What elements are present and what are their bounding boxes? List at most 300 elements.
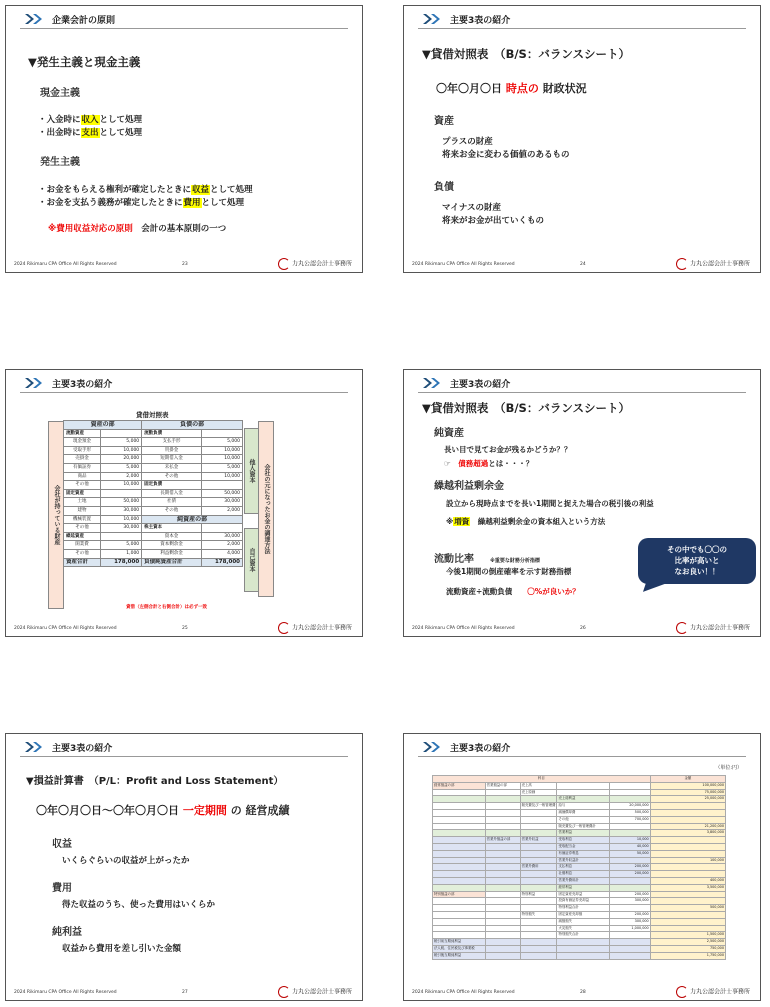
table-row: [433, 871, 726, 878]
amount-cell: [650, 871, 725, 878]
footer-copyright: 2024 Rikimaru CPA Office All Rights Reserved: [412, 626, 515, 631]
assets-line-1: プラスの財産: [442, 137, 493, 147]
liabilities-line-1: マイナスの財産: [442, 203, 501, 213]
slide-header: [20, 12, 348, 29]
item-cell: [433, 884, 486, 891]
amount-cell: [650, 850, 725, 857]
amount-cell: 300,000: [610, 918, 651, 925]
asset-head: 資産の部: [64, 421, 142, 430]
item-cell: [433, 850, 486, 857]
equity-head: 純資産の部: [142, 515, 243, 524]
table-row: [433, 911, 726, 918]
liability-value: 5,000: [201, 463, 242, 472]
liability-item: 利益剰余金: [142, 549, 202, 558]
office-logo: 力丸公認会計士事務所: [676, 622, 750, 634]
amount-cell: 40,000: [610, 843, 651, 850]
table-row: [433, 857, 726, 864]
item-cell: [485, 925, 520, 932]
slide-25: [5, 369, 363, 637]
item-cell: 販売費及び一般管理費: [520, 803, 557, 810]
expense-title: 費用: [52, 883, 72, 894]
item-cell: [557, 945, 610, 952]
amount-cell: 3,500,000: [650, 884, 725, 891]
logo-icon: [278, 622, 290, 634]
item-cell: [557, 939, 610, 946]
total-row: [64, 558, 243, 567]
cash-line-1: ・入金時に収入として処理: [38, 115, 143, 125]
item-cell: [485, 830, 520, 837]
assets-title: 資産: [434, 116, 454, 127]
amount-cell: 1,000,000: [610, 925, 651, 932]
item-cell: 販売費及び一般管理費計: [557, 823, 610, 830]
liability-value: 10,000: [201, 446, 242, 455]
double-chevron-icon: [24, 741, 46, 753]
table-row: [433, 782, 726, 789]
page-number: 25: [182, 626, 188, 631]
timepoint-line: 〇年〇月〇日 時点の 財政状況: [436, 82, 587, 95]
asset-value: 5,000: [101, 463, 142, 472]
asset-total-label: 資産合計: [64, 558, 101, 567]
slide-title: 主要3表の紹介: [52, 744, 113, 754]
amount-cell: [650, 925, 725, 932]
item-cell: 社債利息: [557, 871, 610, 878]
item-cell: [520, 939, 557, 946]
item-cell: [485, 891, 520, 898]
logo-icon: [278, 258, 290, 270]
item-cell: [433, 905, 486, 912]
item-cell: 支払利息: [557, 864, 610, 871]
heading: ▼損益計算書 （P/L：Profit and Loss Statement）: [26, 776, 284, 787]
asset-item: 建物: [64, 506, 101, 515]
table-row: [64, 472, 243, 481]
amount-cell: 500,000: [650, 905, 725, 912]
slide-header: [418, 376, 746, 393]
item-cell: [433, 911, 486, 918]
item-cell: [485, 939, 520, 946]
item-cell: [520, 850, 557, 857]
other-capital-label: 他人資本: [244, 428, 259, 514]
liability-value: 50,000: [201, 489, 242, 498]
table-row: [64, 455, 243, 464]
item-cell: [433, 843, 486, 850]
amount-cell: [650, 898, 725, 905]
slide-26: [403, 369, 761, 637]
liability-item: 社債: [142, 498, 202, 507]
revenue-line: いくらぐらいの収益が上がったか: [62, 856, 190, 866]
double-chevron-icon: [24, 13, 46, 25]
item-cell: 営業外費用: [520, 864, 557, 871]
speech-bubble: その中でも〇〇の 比率が高いと なお良い！！: [638, 538, 756, 584]
item-cell: [520, 898, 557, 905]
item-cell: [485, 789, 520, 796]
liabilities-title: 負債: [434, 182, 454, 193]
footer-copyright: 2024 Rikimaru CPA Office All Rights Reserved: [412, 990, 515, 995]
amount-cell: 300,000: [610, 898, 651, 905]
item-cell: [520, 925, 557, 932]
table-row: [64, 438, 243, 447]
slide-header: [418, 740, 746, 757]
asset-value: 5,000: [101, 438, 142, 447]
item-cell: 経常損益の部: [433, 782, 486, 789]
footer-copyright: 2024 Rikimaru CPA Office All Rights Reserved: [14, 262, 117, 267]
item-cell: 固定資産売却益: [557, 891, 610, 898]
assets-line-2: 将来お金に変わる価値のあるもの: [442, 150, 570, 160]
item-cell: 特別利益: [520, 891, 557, 898]
amount-cell: [610, 789, 651, 796]
amount-cell: [650, 809, 725, 816]
item-cell: [485, 884, 520, 891]
liability-value: [201, 429, 242, 438]
item-cell: [433, 823, 486, 830]
office-logo: 力丸公認会計士事務所: [278, 258, 352, 270]
page-number: 24: [580, 262, 586, 267]
asset-item: 固定資産: [64, 489, 101, 498]
item-cell: [520, 816, 557, 823]
table-row: [433, 830, 726, 837]
double-chevron-icon: [422, 741, 444, 753]
liability-item: 固定負債: [142, 481, 202, 490]
table-row: [433, 905, 726, 912]
table-row: [433, 809, 726, 816]
amount-cell: 200,000: [610, 911, 651, 918]
balance-note: 貸借（左側合計と右側合計）は必ず一致: [126, 605, 207, 610]
heading: ▼貸借対照表 （B/S：バランスシート）: [422, 47, 630, 61]
accrual-line-1: ・お金をもらえる権利が確定したときに収益として処理: [38, 185, 253, 195]
table-row: [433, 864, 726, 871]
table-row: [64, 524, 243, 533]
asset-item: 土地: [64, 498, 101, 507]
item-cell: 売上高: [520, 782, 557, 789]
logo-icon: [278, 986, 290, 998]
item-cell: [485, 898, 520, 905]
amount-cell: [610, 952, 651, 959]
item-cell: [485, 905, 520, 912]
table-row: [433, 837, 726, 844]
item-cell: [433, 803, 486, 810]
table-row: [433, 789, 726, 796]
liability-item: その他: [142, 506, 202, 515]
table-row: [64, 446, 243, 455]
amount-cell: [610, 905, 651, 912]
amount-cell: 1,750,000: [650, 952, 725, 959]
slide-title: 主要3表の紹介: [450, 380, 511, 390]
amount-cell: 100,000,000: [650, 782, 725, 789]
table-title: 貸借対照表: [136, 411, 169, 419]
asset-value: 50,000: [101, 498, 142, 507]
amount-cell: [610, 884, 651, 891]
amount-cell: [610, 830, 651, 837]
item-cell: 売上総利益: [557, 796, 610, 803]
amount-cell: [610, 857, 651, 864]
item-cell: 特別利益合計: [557, 905, 610, 912]
amount-cell: 50,000: [610, 850, 651, 857]
asset-value: 10,000: [101, 446, 142, 455]
net-income-title: 純利益: [52, 927, 82, 938]
item-cell: [485, 864, 520, 871]
footer-copyright: 2024 Rikimaru CPA Office All Rights Reserved: [14, 626, 117, 631]
item-cell: 売上原価: [520, 789, 557, 796]
item-cell: [485, 932, 520, 939]
asset-item: その他: [64, 549, 101, 558]
slide-header: [20, 376, 348, 393]
item-cell: 給与: [557, 803, 610, 810]
funding-side-label: 会社の元になったお金の調達方法: [258, 421, 274, 597]
table-row: [64, 515, 243, 524]
item-cell: [485, 843, 520, 850]
item-cell: [520, 877, 557, 884]
amount-cell: [650, 918, 725, 925]
cr-line-2: 流動資産÷流動負債 〇%が良いか？: [446, 587, 580, 596]
page-number: 23: [182, 262, 188, 267]
liability-item: 株主資本: [142, 524, 202, 533]
slide-27: [5, 733, 363, 1001]
logo-icon: [676, 986, 688, 998]
item-cell: [485, 877, 520, 884]
principle-note: ※費用収益対応の原則 会計の基本原則の一つ: [48, 224, 227, 234]
item-cell: 税引前当期純利益: [433, 939, 486, 946]
table-row: [64, 549, 243, 558]
amount-cell: 750,000: [650, 945, 725, 952]
amount-cell: [650, 864, 725, 871]
item-cell: 営業外損益の部: [485, 837, 520, 844]
asset-value: 30,000: [101, 524, 142, 533]
page-number: 26: [580, 626, 586, 631]
liability-value: 10,000: [201, 455, 242, 464]
asset-item: 売掛金: [64, 455, 101, 464]
asset-value: [101, 489, 142, 498]
liability-total-value: 178,000: [201, 558, 242, 567]
amount-cell: 2,500,000: [650, 939, 725, 946]
item-cell: [485, 871, 520, 878]
slide-title: 主要3表の紹介: [450, 16, 511, 26]
table-row: [433, 850, 726, 857]
logo-icon: [676, 622, 688, 634]
slide-header: [20, 740, 348, 757]
liability-item: 支払手形: [142, 438, 202, 447]
amount-cell: 20,000,000: [610, 803, 651, 810]
table-row: [433, 925, 726, 932]
liability-item: 長期借入金: [142, 489, 202, 498]
item-cell: 特別損益の部: [433, 891, 486, 898]
logo-icon: [676, 258, 688, 270]
item-cell: [520, 945, 557, 952]
liabilities-line-2: 将来がお金が出ていくもの: [442, 216, 545, 226]
asset-item: 受取手形: [64, 446, 101, 455]
asset-item: 商品: [64, 472, 101, 481]
asset-value: 20,000: [101, 455, 142, 464]
amount-cell: [650, 891, 725, 898]
liability-value: [201, 524, 242, 533]
item-cell: 減価償却費: [557, 809, 610, 816]
item-cell: 投資有価証券売却益: [557, 898, 610, 905]
footer-copyright: 2024 Rikimaru CPA Office All Rights Reserved: [412, 262, 515, 267]
current-ratio-title: 流動比率 ※重要な財務分析指標: [434, 554, 540, 565]
asset-item: 機械装置: [64, 515, 101, 524]
item-cell: [485, 803, 520, 810]
item-cell: [485, 823, 520, 830]
cash-title: 現金主義: [40, 88, 80, 99]
amount-cell: 400,000: [650, 877, 725, 884]
table-row: [433, 939, 726, 946]
table-row: [433, 803, 726, 810]
table-row: [433, 918, 726, 925]
amount-cell: 21,200,000: [650, 823, 725, 830]
item-cell: [433, 830, 486, 837]
table-row: [433, 932, 726, 939]
liability-value: 2,000: [201, 506, 242, 515]
asset-value: 1,000: [101, 549, 142, 558]
item-cell: [433, 898, 486, 905]
liability-value: 4,000: [201, 549, 242, 558]
table-row: [64, 429, 243, 438]
liab-head: 負債の部: [142, 421, 243, 430]
item-cell: [433, 837, 486, 844]
table-row: [64, 489, 243, 498]
table-row: [64, 506, 243, 515]
item-cell: 受取配当金: [557, 843, 610, 850]
item-cell: [433, 789, 486, 796]
page-number: 27: [182, 990, 188, 995]
asset-item: 繰延資産: [64, 532, 101, 541]
table-row: [433, 843, 726, 850]
liability-value: 5,000: [201, 438, 242, 447]
item-cell: [433, 918, 486, 925]
liability-value: 30,000: [201, 532, 242, 541]
item-cell: [433, 857, 486, 864]
item-cell: 営業外収益: [520, 837, 557, 844]
item-cell: [485, 945, 520, 952]
amount-cell: [610, 939, 651, 946]
office-logo: 力丸公認会計士事務所: [278, 622, 352, 634]
liability-value: 30,000: [201, 498, 242, 507]
item-cell: 火災損失: [557, 925, 610, 932]
slide-23: [5, 5, 363, 273]
office-logo: 力丸公認会計士事務所: [278, 986, 352, 998]
liability-item: 資本剰余金: [142, 541, 202, 550]
item-cell: [433, 871, 486, 878]
liability-item: 買掛金: [142, 446, 202, 455]
item-cell: 特別損失: [520, 911, 557, 918]
item-cell: [520, 843, 557, 850]
item-cell: [485, 850, 520, 857]
double-chevron-icon: [24, 377, 46, 389]
item-cell: 法人税、住民税及び事業税: [433, 945, 486, 952]
amount-cell: [610, 782, 651, 789]
asset-item: 有価証券: [64, 463, 101, 472]
asset-value: [101, 532, 142, 541]
col-item-header: 科目: [433, 776, 651, 783]
asset-item: 流動資産: [64, 429, 101, 438]
assets-side-label: 会社が持っている財産: [48, 421, 64, 609]
amount-cell: 1,500,000: [650, 932, 725, 939]
accrual-line-2: ・お金を支払う義務が確定したときに費用として処理: [38, 198, 245, 208]
item-cell: 営業利益: [557, 830, 610, 837]
liability-item: その他: [142, 472, 202, 481]
item-cell: 税引後当期純利益: [433, 952, 486, 959]
item-cell: 経常利益: [557, 884, 610, 891]
asset-item: その他: [64, 524, 101, 533]
liability-value: 2,000: [201, 541, 242, 550]
item-cell: [485, 809, 520, 816]
amount-cell: 25,000,000: [650, 796, 725, 803]
net-income-line: 収益から費用を差し引いた金額: [62, 944, 182, 954]
table-row: [433, 796, 726, 803]
amount-cell: 75,000,000: [650, 789, 725, 796]
accrual-title: 発生主義: [40, 157, 80, 168]
amount-cell: [610, 932, 651, 939]
table-row: [433, 898, 726, 905]
office-logo: 力丸公認会計士事務所: [676, 258, 750, 270]
item-cell: その他: [557, 816, 610, 823]
own-capital-label: 自己資本: [244, 528, 259, 592]
item-cell: [520, 857, 557, 864]
office-logo: 力丸公認会計士事務所: [676, 986, 750, 998]
cash-line-2: ・出金時に支出として処理: [38, 128, 143, 138]
amount-cell: 3,800,000: [650, 830, 725, 837]
item-cell: [520, 952, 557, 959]
table-row: [433, 945, 726, 952]
item-cell: [557, 782, 610, 789]
net-line-2: ☞ 債務超過とは・・・？: [444, 459, 534, 468]
item-cell: [520, 830, 557, 837]
footer-copyright: 2024 Rikimaru CPA Office All Rights Reserved: [14, 990, 117, 995]
item-cell: 営業外費用計: [557, 877, 610, 884]
unit-label: （単位:円）: [715, 765, 742, 771]
asset-item: 現金預金: [64, 438, 101, 447]
amount-cell: 200,000: [610, 871, 651, 878]
table-row: [64, 498, 243, 507]
slide-title: 主要3表の紹介: [52, 380, 113, 390]
asset-value: [101, 429, 142, 438]
amount-cell: 200,000: [610, 864, 651, 871]
asset-item: その他: [64, 481, 101, 490]
table-row: [64, 541, 243, 550]
item-cell: [485, 857, 520, 864]
balance-sheet-table: [63, 420, 243, 567]
double-chevron-icon: [422, 377, 444, 389]
amount-cell: [610, 796, 651, 803]
slide-24: [403, 5, 761, 273]
table-row: [64, 463, 243, 472]
item-cell: [433, 877, 486, 884]
liability-value: [201, 481, 242, 490]
amount-cell: [610, 823, 651, 830]
amount-cell: [610, 877, 651, 884]
revenue-title: 収益: [52, 839, 72, 850]
slide-28: [403, 733, 761, 1001]
item-cell: 減損損失: [557, 918, 610, 925]
liability-total-label: 負債純資産合計: [142, 558, 202, 567]
asset-value: 5,000: [101, 541, 142, 550]
liability-item: 資本金: [142, 532, 202, 541]
item-cell: [433, 864, 486, 871]
slide-title: 主要3表の紹介: [450, 744, 511, 754]
asset-item: 開業費: [64, 541, 101, 550]
item-cell: 特別損失合計: [557, 932, 610, 939]
item-cell: [520, 905, 557, 912]
table-row: [433, 877, 726, 884]
amount-cell: 700,000: [610, 816, 651, 823]
item-cell: [433, 932, 486, 939]
table-row: [64, 532, 243, 541]
item-cell: [520, 932, 557, 939]
income-statement-table: [432, 775, 726, 960]
table-row: [433, 891, 726, 898]
item-cell: [433, 796, 486, 803]
liability-item: 流動負債: [142, 429, 202, 438]
table-row: [433, 952, 726, 959]
item-cell: 固定資産売却損: [557, 911, 610, 918]
